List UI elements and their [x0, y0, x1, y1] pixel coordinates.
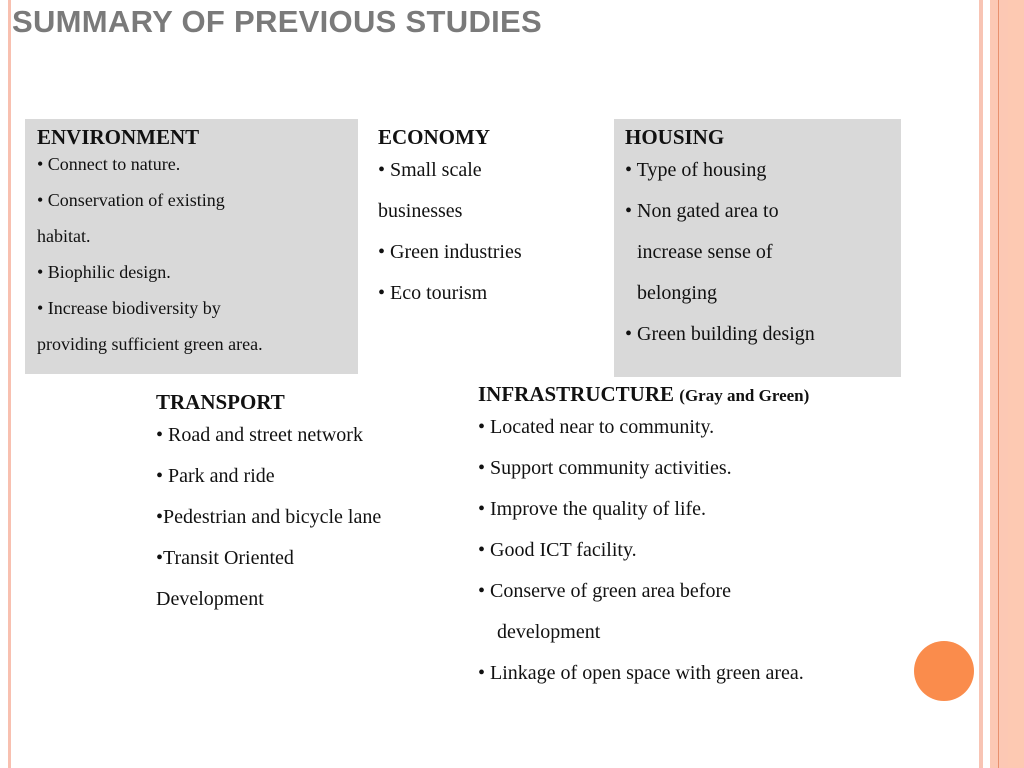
list-item: • Increase biodiversity by [37, 298, 221, 318]
list-item: development [497, 621, 601, 643]
transport-heading: TRANSPORT [156, 390, 285, 414]
list-item: • Biophilic design. [37, 262, 171, 282]
environment-heading: ENVIRONMENT [37, 125, 200, 149]
list-item: • Conservation of existing [37, 190, 225, 210]
list-item: • Improve the quality of life. [478, 498, 707, 520]
list-item: providing sufficient green area. [37, 334, 263, 354]
list-item: • Road and street network [156, 424, 363, 446]
list-item: • Non gated area to [625, 200, 779, 222]
list-item: businesses [378, 200, 463, 222]
infrastructure-section [478, 382, 809, 694]
list-item: • Green industries [378, 241, 522, 263]
list-item: • Conserve of green area before [478, 580, 731, 602]
list-item: •Pedestrian and bicycle lane [156, 506, 382, 528]
housing-heading: HOUSING [625, 125, 725, 149]
list-item: Development [156, 588, 264, 610]
list-item: • Connect to nature. [37, 154, 181, 174]
list-item: • Eco tourism [378, 282, 488, 304]
right-decor-line [998, 0, 999, 768]
list-item: belonging [637, 282, 717, 304]
decorative-circle [914, 641, 974, 701]
list-item: • Small scale [378, 159, 482, 181]
list-item: • Type of housing [625, 159, 767, 181]
economy-heading: ECONOMY [378, 125, 490, 149]
list-item: •Transit Oriented [156, 547, 294, 569]
list-item: increase sense of [637, 241, 773, 263]
list-item: • Park and ride [156, 465, 275, 487]
list-item: • Green building design [625, 323, 815, 345]
list-item: • Located near to community. [478, 416, 715, 438]
infrastructure-heading: INFRASTRUCTURE [478, 382, 675, 406]
list-item: • Good ICT facility. [478, 539, 637, 561]
right-decor-band-outer [1008, 0, 1024, 768]
economy-section [378, 125, 522, 314]
infrastructure-subheading: (Gray and Green) [679, 386, 810, 405]
slide-title: SUMMARY OF PREVIOUS STUDIES [12, 4, 542, 39]
right-decor-stripe [979, 0, 983, 768]
left-border-stripe [8, 0, 11, 768]
list-item: • Support community activities. [478, 457, 732, 479]
housing-box [614, 119, 901, 377]
transport-section [156, 390, 381, 620]
list-item: habitat. [37, 226, 91, 246]
list-item: • Linkage of open space with green area. [478, 662, 804, 684]
environment-box [25, 119, 358, 374]
